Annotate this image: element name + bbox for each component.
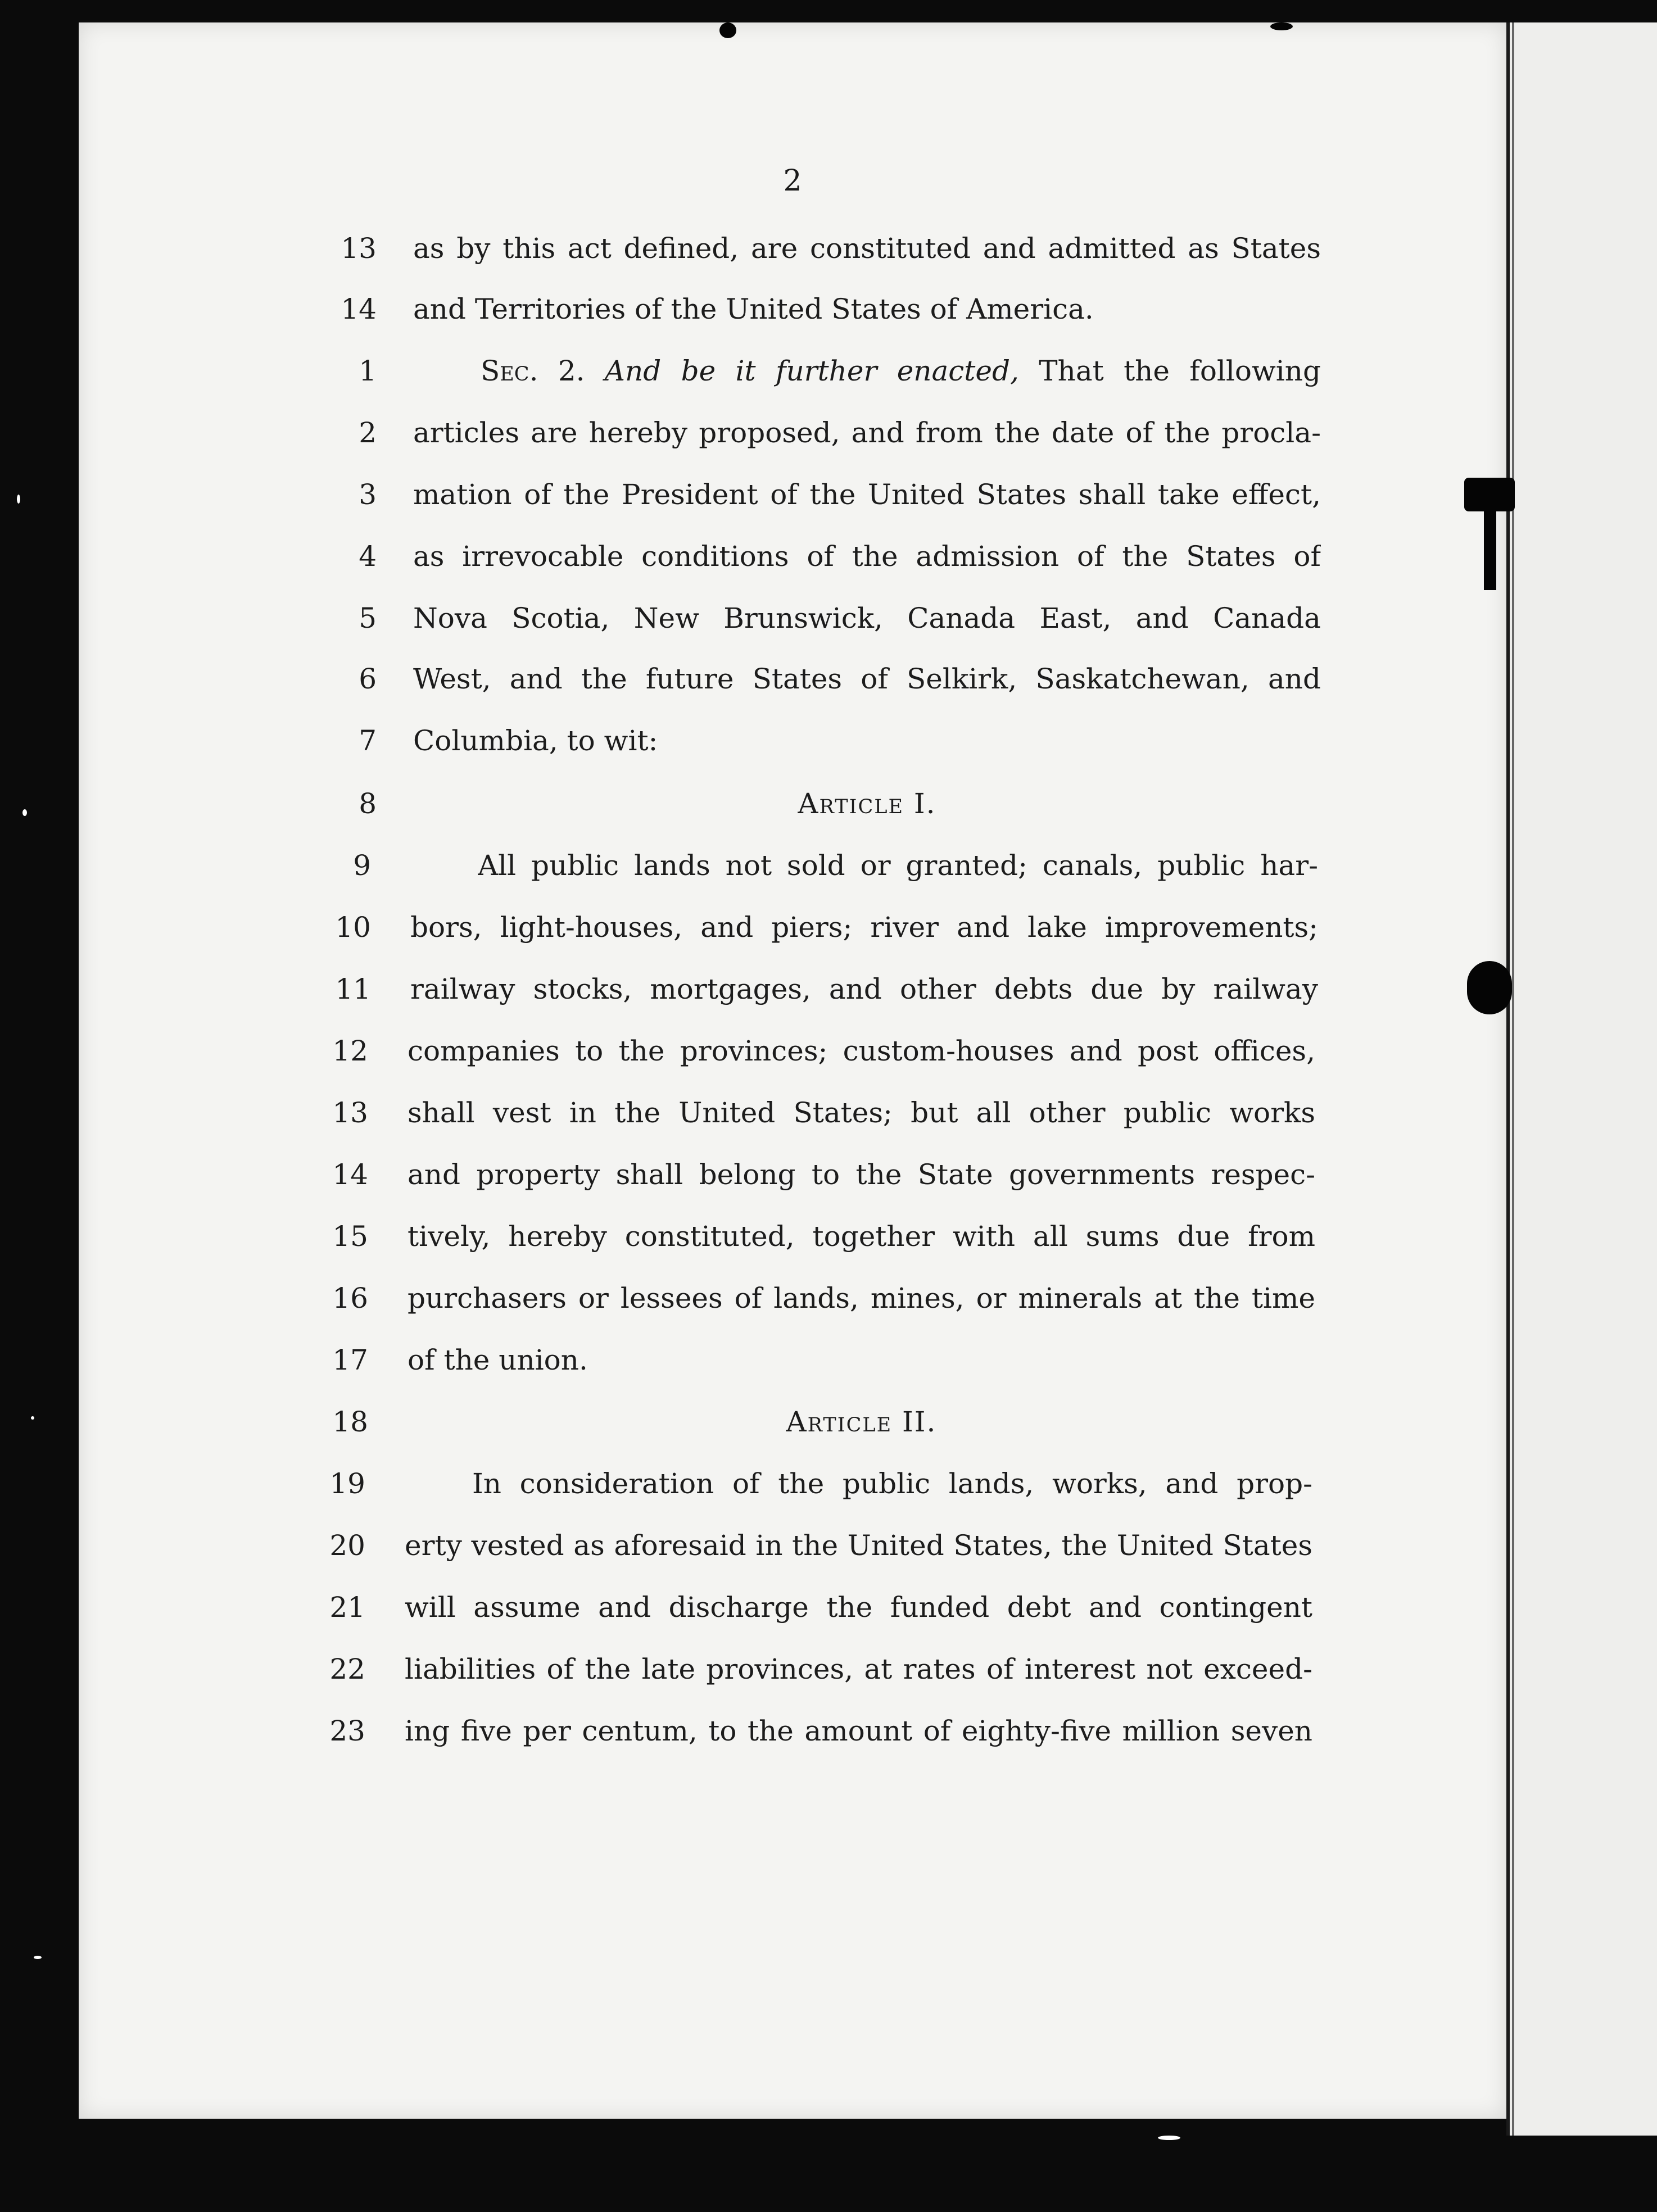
- page-fold-line: [1512, 22, 1514, 2136]
- document-line: [79, 1214, 1506, 1259]
- document-line: [79, 905, 1506, 950]
- line-number: 9: [353, 849, 371, 882]
- document-line: [79, 718, 1506, 763]
- document-line: [79, 1523, 1506, 1568]
- document-line: [79, 226, 1506, 271]
- scan-speck: [34, 1956, 42, 1959]
- article-heading: Article I.: [798, 787, 936, 820]
- document-line: [79, 1708, 1506, 1753]
- document-line: [79, 1276, 1506, 1321]
- line-text: That the following: [1039, 355, 1321, 387]
- document-line: [79, 1028, 1506, 1073]
- document-line: [79, 1090, 1506, 1135]
- document-line: [79, 1647, 1506, 1692]
- line-number: 11: [335, 973, 371, 1005]
- document-line: [79, 472, 1506, 517]
- document-line: [79, 656, 1506, 701]
- ink-blot: [719, 22, 736, 38]
- line-text: All public lands not sold or granted; canals, public har-: [478, 849, 1318, 882]
- document-line: [79, 596, 1506, 641]
- line-text: as by this act defined, are constituted and admitted as States: [413, 232, 1321, 265]
- line-text: articles are hereby proposed, and from the date of the procla-: [413, 416, 1321, 449]
- line-text: mation of the President of the United States shall take effect,: [413, 478, 1321, 511]
- line-number: 4: [359, 540, 377, 573]
- line-number: 7: [359, 724, 377, 757]
- scan-speck: [1158, 2136, 1180, 2140]
- section-label: Sec. 2.: [481, 355, 585, 387]
- line-text: purchasers or lessees of lands, mines, or minerals at the time: [408, 1282, 1315, 1314]
- ink-blot: [1270, 22, 1293, 30]
- document-line: [79, 410, 1506, 455]
- document-line: [79, 967, 1506, 1012]
- line-number: 13: [341, 232, 377, 265]
- scan-speck: [17, 495, 20, 504]
- line-number: 19: [329, 1467, 365, 1500]
- line-text: ing five per centum, to the amount of eighty-five million seven: [405, 1715, 1312, 1747]
- line-text: will assume and discharge the funded debt and contingent: [405, 1591, 1312, 1624]
- line-text: Columbia, to wit:: [413, 724, 658, 757]
- line-text: liabilities of the late provinces, at rates of interest not exceed-: [405, 1653, 1312, 1685]
- ink-blot: [1467, 961, 1512, 1014]
- line-text: Nova Scotia, New Brunswick, Canada East, and Canada: [413, 602, 1321, 634]
- line-text: bors, light-houses, and piers; river and lake improvements;: [410, 911, 1318, 944]
- line-number: 6: [359, 663, 377, 695]
- line-number: 8: [359, 787, 377, 820]
- document-line: [79, 348, 1506, 393]
- line-number: 14: [341, 293, 377, 325]
- document-line: [79, 1585, 1506, 1630]
- document-line: [79, 843, 1506, 888]
- adjacent-page-edge: [1506, 22, 1657, 2136]
- ink-blot: [1484, 506, 1496, 590]
- line-number: 13: [332, 1096, 368, 1129]
- line-number: 18: [332, 1406, 368, 1438]
- line-number: 3: [359, 478, 377, 511]
- line-number: 15: [332, 1220, 368, 1253]
- document-page: [79, 22, 1506, 2119]
- document-line: [79, 1399, 1506, 1444]
- document-line: [79, 1338, 1506, 1382]
- document-line: [79, 534, 1506, 579]
- line-number: 21: [329, 1591, 365, 1624]
- line-number: 20: [329, 1529, 365, 1562]
- line-number: 1: [359, 355, 377, 387]
- article-heading: Article II.: [786, 1406, 937, 1438]
- line-number: 2: [359, 416, 377, 449]
- line-number: 10: [335, 911, 371, 944]
- document-line: [79, 1152, 1506, 1197]
- document-line: [79, 781, 1506, 826]
- document-line: [79, 1461, 1506, 1506]
- line-number: 22: [329, 1653, 365, 1685]
- line-number: 16: [332, 1282, 368, 1314]
- scan-speck: [22, 809, 27, 816]
- line-text: erty vested as aforesaid in the United States, the United States: [405, 1529, 1312, 1562]
- line-text: companies to the provinces; custom-houses and post offices,: [408, 1035, 1315, 1067]
- line-text: tively, hereby constituted, together with all sums due from: [408, 1220, 1315, 1253]
- enacting-clause: And be it further enacted,: [604, 355, 1019, 387]
- line-text: railway stocks, mortgages, and other debts due by railway: [410, 973, 1318, 1005]
- section-heading-line: [481, 348, 1321, 393]
- line-number: 5: [359, 602, 377, 634]
- scan-speck: [31, 1416, 34, 1420]
- line-number: 17: [332, 1344, 368, 1376]
- line-number: 14: [332, 1158, 368, 1191]
- line-number: 12: [332, 1035, 368, 1067]
- line-text: shall vest in the United States; but all other public works: [408, 1096, 1315, 1129]
- line-text: and property shall belong to the State governments respec-: [408, 1158, 1315, 1191]
- line-number: 23: [329, 1715, 365, 1747]
- line-text: West, and the future States of Selkirk, Saskatchewan, and: [413, 663, 1321, 695]
- document-line: [79, 287, 1506, 332]
- page-number: 2: [783, 164, 802, 198]
- line-text: of the union.: [408, 1344, 588, 1376]
- line-text: and Territories of the United States of America.: [413, 293, 1094, 325]
- line-text: In consideration of the public lands, works, and prop-: [472, 1467, 1312, 1500]
- line-text: as irrevocable conditions of the admission of the States of: [413, 540, 1321, 573]
